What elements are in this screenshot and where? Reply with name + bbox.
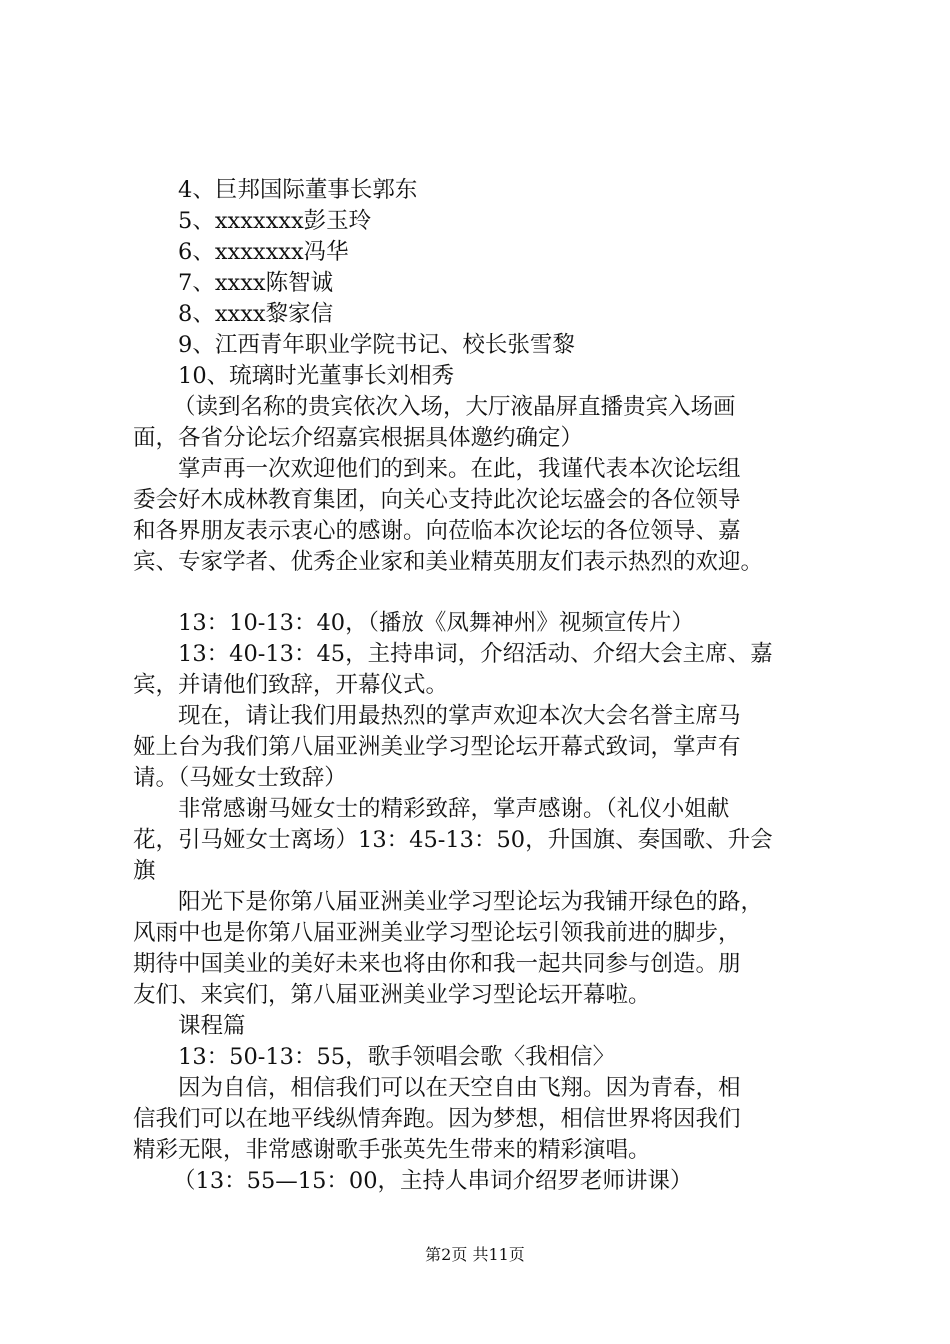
text-line: 精彩无限，非常感谢歌手张英先生带来的精彩演唱。	[133, 1137, 651, 1163]
text-line: 5、xxxxxxx彭玉玲	[178, 208, 372, 234]
text-line: 阳光下是你第八届亚洲美业学习型论坛为我铺开绿色的路，	[178, 889, 764, 915]
text-line: 因为自信，相信我们可以在天空自由飞翔。因为青春，相	[178, 1075, 741, 1101]
text-line: 4、巨邦国际董事长郭东	[178, 177, 418, 203]
text-line: 友们、来宾们，第八届亚洲美业学习型论坛开幕啦。	[133, 982, 651, 1008]
text-line: 8、xxxx黎家信	[178, 301, 334, 327]
text-line: 请。（马娅女士致辞）	[133, 765, 347, 791]
blank-line	[133, 578, 833, 608]
text-line: 和各界朋友表示衷心的感谢。向莅临本次论坛的各位领导、嘉	[133, 518, 741, 544]
text-line: 信我们可以在地平线纵情奔跑。因为梦想，相信世界将因我们	[133, 1106, 741, 1132]
text-line: （13：55—15：00，主持人串词介绍罗老师讲课）	[173, 1168, 693, 1194]
text-line: 旗	[133, 858, 156, 884]
text-line: （读到名称的贵宾依次入场，大厅液晶屏直播贵宾入场画	[173, 394, 736, 420]
text-line: 掌声再一次欢迎他们的到来。在此，我谨代表本次论坛组	[178, 456, 741, 482]
text-line: 10、琉璃时光董事长刘相秀	[178, 363, 455, 389]
section-heading: 课程篇	[178, 1013, 246, 1039]
text-line: 娅上台为我们第八届亚洲美业学习型论坛开幕式致词，掌声有	[133, 734, 741, 760]
text-line: 宾、专家学者、优秀企业家和美业精英朋友们表示热烈的欢迎。	[133, 549, 764, 575]
text-line: 13：10-13：40，（播放《凤舞神州》视频宣传片）	[178, 610, 694, 636]
text-line: 宾，并请他们致辞，开幕仪式。	[133, 672, 449, 698]
text-line: 花，引马娅女士离场）13：45-13：50，升国旗、奏国歌、升会	[133, 827, 773, 853]
text-line: 风雨中也是你第八届亚洲美业学习型论坛引领我前进的脚步，	[133, 920, 741, 946]
page-footer: 第2页 共11页	[425, 1245, 525, 1264]
text-line: 委会好木成林教育集团，向关心支持此次论坛盛会的各位领导	[133, 487, 741, 513]
text-line: 非常感谢马娅女士的精彩致辞，掌声感谢。（礼仪小姐献	[178, 796, 730, 822]
text-line: 面，各省分论坛介绍嘉宾根据具体邀约确定）	[133, 425, 584, 451]
text-line: 6、xxxxxxx冯华	[178, 239, 349, 265]
text-line: 现在，请让我们用最热烈的掌声欢迎本次大会名誉主席马	[178, 703, 741, 729]
text-line: 期待中国美业的美好未来也将由你和我一起共同参与创造。朋	[133, 951, 741, 977]
document-body	[133, 175, 833, 1197]
text-line: 13：40-13：45，主持串词，介绍活动、介绍大会主席、嘉	[178, 641, 773, 667]
text-line: 7、xxxx陈智诚	[178, 270, 334, 296]
text-line: 13：50-13：55，歌手领唱会歌〈我相信〉	[178, 1044, 616, 1070]
text-line: 9、江西青年职业学院书记、校长张雪黎	[178, 332, 575, 358]
